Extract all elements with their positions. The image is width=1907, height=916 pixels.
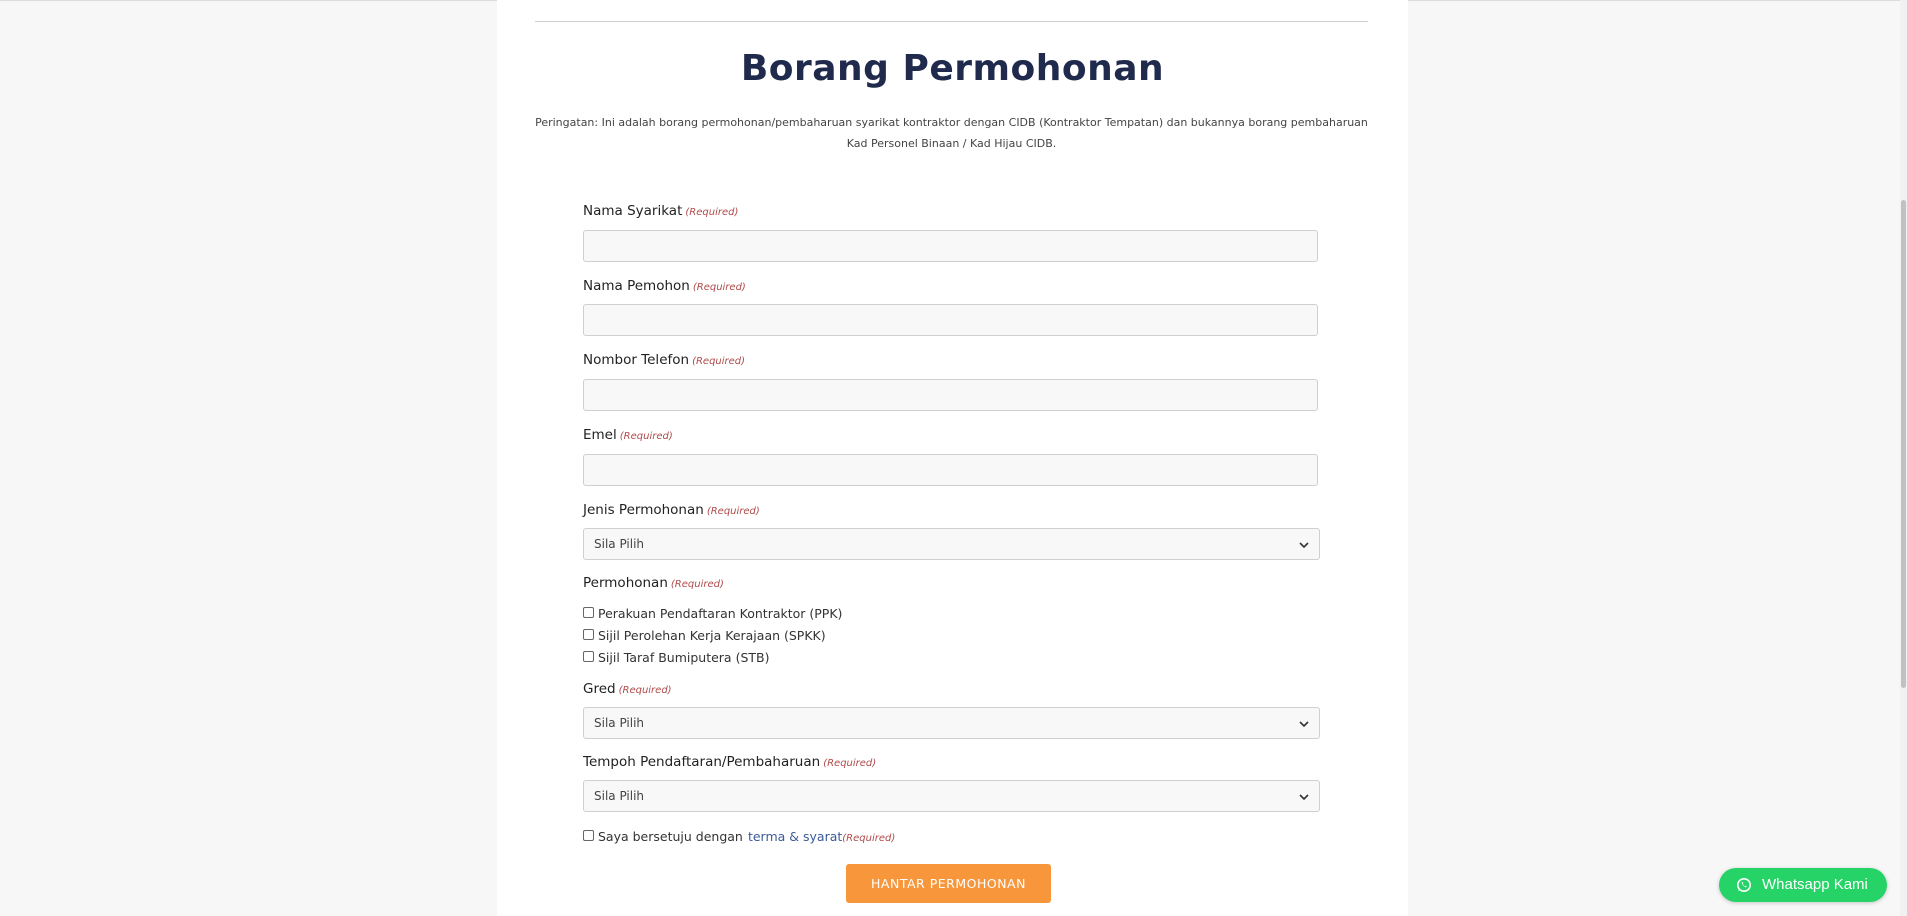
required-tag: (Required) (823, 758, 877, 769)
terms-link[interactable]: terma & syarat (747, 829, 843, 844)
period-select[interactable] (583, 780, 1320, 812)
required-tag: (Required) (692, 282, 746, 293)
required-tag: (Required) (692, 356, 746, 367)
email-label-text: Emel (583, 427, 617, 443)
grade-select[interactable] (583, 707, 1320, 739)
required-tag: (Required) (706, 506, 760, 517)
chevron-down-icon (1299, 792, 1309, 802)
page-title: Borang Permohonan (740, 48, 1165, 89)
phone-label (583, 352, 745, 368)
checkbox-option-ppk[interactable] (583, 603, 842, 621)
period-label (583, 754, 876, 770)
application-label (583, 575, 724, 591)
required-tag: (Required) (685, 207, 739, 218)
grade-label-text: Gred (583, 681, 616, 697)
checkbox-label: Perakuan Pendaftaran Kontraktor (PPK) (598, 606, 843, 621)
form-card (497, 0, 1408, 916)
application-type-value: Sila Pilih (594, 537, 645, 551)
grade-label (583, 681, 672, 697)
checkbox-label: Sijil Perolehan Kerja Kerajaan (SPKK) (598, 628, 826, 643)
email-label (583, 427, 673, 443)
application-label-text: Permohonan (583, 575, 668, 591)
required-tag: (Required) (618, 685, 672, 696)
company-name-label (583, 203, 738, 219)
checkbox-option-spkk[interactable] (583, 625, 826, 643)
period-label-text: Tempoh Pendaftaran/Pembaharuan (583, 754, 821, 770)
consent-prefix: Saya bersetuju dengan (598, 829, 743, 844)
applicant-name-label (583, 278, 746, 294)
phone-label-text: Nombor Telefon (583, 352, 690, 368)
consent-row (583, 826, 895, 844)
submit-button[interactable]: HANTAR PERMOHONAN (846, 864, 1051, 903)
required-tag: (Required) (619, 431, 673, 442)
divider (535, 21, 1368, 22)
application-type-select[interactable] (583, 528, 1320, 560)
required-tag: (Required) (842, 833, 896, 844)
chevron-down-icon (1299, 540, 1309, 550)
checkbox[interactable] (583, 651, 594, 662)
application-type-label-text: Jenis Permohonan (583, 502, 704, 518)
period-value: Sila Pilih (594, 789, 645, 803)
company-name-label-text: Nama Syarikat (583, 203, 683, 219)
chevron-down-icon (1299, 719, 1309, 729)
checkbox[interactable] (583, 607, 594, 618)
checkbox-option-stb[interactable] (583, 647, 769, 665)
phone-input[interactable] (583, 379, 1318, 411)
whatsapp-label: Whatsapp Kami (1762, 876, 1868, 893)
applicant-name-input[interactable] (583, 304, 1318, 336)
warning-notice: Peringatan: Ini adalah borang permohonan/pembaharuan syarikat kontraktor dengan CIDB (Kontraktor Tempatan) dan bukannya borang pembaharuan Kad Personel Binaan / Kad Hijau CIDB. (535, 116, 1368, 150)
applicant-name-label-text: Nama Pemohon (583, 278, 690, 294)
application-type-label (583, 502, 760, 518)
checkbox-label: Sijil Taraf Bumiputera (STB) (598, 650, 770, 665)
email-input[interactable] (583, 454, 1318, 486)
consent-checkbox[interactable] (583, 830, 594, 841)
whatsapp-button[interactable] (1719, 868, 1887, 902)
required-tag: (Required) (670, 579, 724, 590)
company-name-input[interactable] (583, 230, 1318, 262)
whatsapp-icon (1736, 877, 1752, 893)
checkbox[interactable] (583, 629, 594, 640)
grade-value: Sila Pilih (594, 716, 645, 730)
scrollbar-thumb[interactable] (1901, 200, 1906, 688)
